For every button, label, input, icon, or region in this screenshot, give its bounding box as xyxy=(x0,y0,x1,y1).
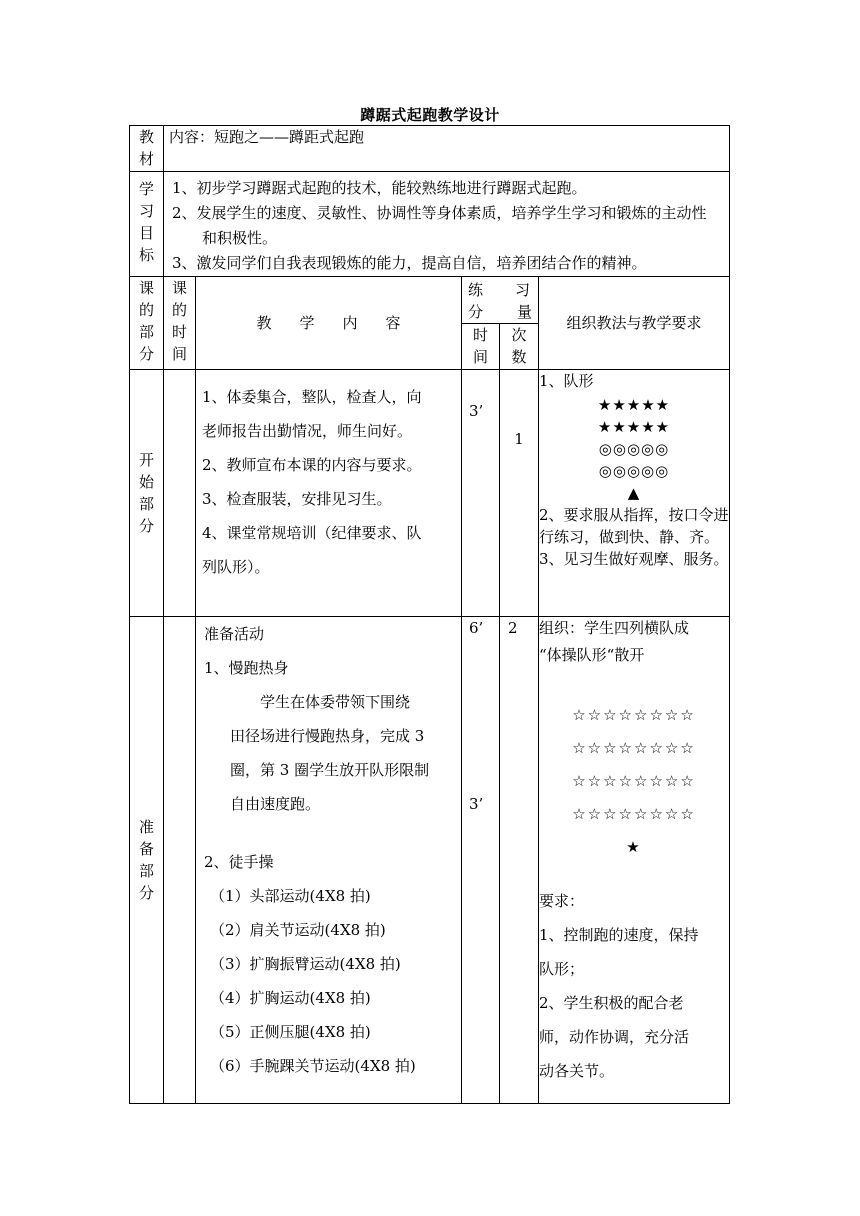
gym-item: （1）头部运动(4X8 拍) xyxy=(210,887,371,905)
header-content: 教学内容 xyxy=(196,277,462,370)
opening-line: 列队形）。 xyxy=(202,558,270,576)
circle-row: ◎◎◎◎◎ xyxy=(598,462,670,480)
req-line: 师，动作协调，充分活 xyxy=(539,1028,690,1046)
formation-title: 1、队形 xyxy=(539,372,594,390)
material-content: 内容：短跑之——蹲距式起跑 xyxy=(164,126,730,172)
opening-req: 2、要求服从指挥，按口令进行练习，做到快、静、齐。 xyxy=(539,506,729,546)
gym-item: （3）扩胸振臂运动(4X8 拍) xyxy=(210,955,401,973)
header-time: 课 的 时 间 xyxy=(164,277,196,370)
header-part: 课 的 部 分 xyxy=(130,277,164,370)
goals-row xyxy=(130,172,730,277)
header-load: 练 习 分 量 xyxy=(462,277,539,324)
goal-item: 3、激发同学们自我表现锻炼的能力，提高自信，培养团结合作的精神。 xyxy=(172,254,647,272)
opening-part: 开 始 部 分 xyxy=(130,370,164,617)
prep-formation-diagram xyxy=(539,671,729,864)
prep-load-count: 2 xyxy=(500,617,539,1104)
material-row xyxy=(130,126,730,172)
material-label: 教 材 xyxy=(130,126,164,172)
req-line: 动各关节。 xyxy=(539,1062,615,1080)
opening-line: 1、体委集合，整队，检查人，向 xyxy=(202,388,422,406)
goals-content xyxy=(164,172,730,277)
req-line: 1、控制跑的速度，保持 xyxy=(539,926,699,944)
star-row: ★★★★★ xyxy=(597,396,671,414)
opening-row xyxy=(130,370,730,617)
gym-item: （5）正侧压腿(4X8 拍) xyxy=(210,1023,371,1041)
prep-org xyxy=(539,617,730,1104)
opening-req: 3、见习生做好观摩、服务。 xyxy=(539,550,729,568)
req-title: 要求： xyxy=(539,892,585,910)
page-title: 蹲踞式起跑教学设计 xyxy=(360,106,500,124)
hollow-star-row: ☆☆☆☆☆☆☆☆ xyxy=(572,772,696,790)
prep-org-line: “体操队形“散开 xyxy=(539,646,645,664)
gym-item: （2）肩关节运动(4X8 拍) xyxy=(210,921,386,939)
opening-line: 2、教师宣布本课的内容与要求。 xyxy=(202,456,422,474)
opening-load-count: 1 xyxy=(500,370,539,617)
header-sub-time: 时 间 xyxy=(462,324,500,370)
opening-line: 老师报告出勤情况，师生问好。 xyxy=(202,422,413,440)
formation-diagram xyxy=(539,392,729,504)
lesson-plan-table xyxy=(129,125,730,1104)
jog-line: 自由速度跑。 xyxy=(230,795,321,813)
hollow-star-row: ☆☆☆☆☆☆☆☆ xyxy=(572,805,696,823)
opening-line: 4、课堂常规培训（纪律要求、队 xyxy=(202,524,422,542)
prep-part: 准 备 部 分 xyxy=(130,617,164,1104)
header-row xyxy=(130,277,730,324)
header-sub-count: 次 数 xyxy=(500,324,539,370)
goal-item: 2、发展学生的速度、灵敏性、协调性等身体素质，培养学生学习和锻炼的主动性和积极性。 xyxy=(172,204,707,247)
prep-time-1: 6’ xyxy=(469,619,484,637)
header-org: 组织教法与教学要求 xyxy=(539,277,730,370)
opening-org xyxy=(539,370,730,617)
jog-title: 1、慢跑热身 xyxy=(204,659,289,677)
prep-content xyxy=(196,617,462,1104)
opening-content xyxy=(196,370,462,617)
circle-row: ◎◎◎◎◎ xyxy=(598,440,670,458)
gym-item: （4）扩胸运动(4X8 拍) xyxy=(210,989,371,1007)
goal-item: 1、初步学习蹲踞式起跑的技术，能较熟练地进行蹲踞式起跑。 xyxy=(172,179,587,197)
gym-title: 2、徒手操 xyxy=(204,853,274,871)
gym-item: （6）手腕踝关节运动(4X8 拍) xyxy=(210,1057,416,1075)
teacher-triangle-icon: ▲ xyxy=(627,484,641,502)
prep-row xyxy=(130,617,730,1104)
prep-load-time xyxy=(462,617,500,1104)
req-line: 2、学生积极的配合老 xyxy=(539,994,684,1012)
jog-line: 圈，第 3 圈学生放开队形限制 xyxy=(230,761,430,779)
jog-line: 学生在体委带领下围绕 xyxy=(260,693,411,711)
hollow-star-row: ☆☆☆☆☆☆☆☆ xyxy=(572,706,696,724)
opening-line: 3、检查服装，安排见习生。 xyxy=(202,490,392,508)
jog-line: 田径场进行慢跑热身，完成 3 xyxy=(230,727,425,745)
prep-org-line: 组织：学生四列横队成 xyxy=(539,619,690,637)
prep-time-col xyxy=(164,617,196,1104)
prep-time-2: 3’ xyxy=(469,795,484,813)
opening-time-col xyxy=(164,370,196,617)
prep-heading: 准备活动 xyxy=(204,625,265,643)
opening-load-time: 3’ xyxy=(462,370,500,617)
goals-label: 学 习 目 标 xyxy=(130,172,164,277)
req-line: 队形； xyxy=(539,960,585,978)
leader-star-icon: ★ xyxy=(626,838,642,856)
hollow-star-row: ☆☆☆☆☆☆☆☆ xyxy=(572,739,696,757)
star-row: ★★★★★ xyxy=(597,418,671,436)
